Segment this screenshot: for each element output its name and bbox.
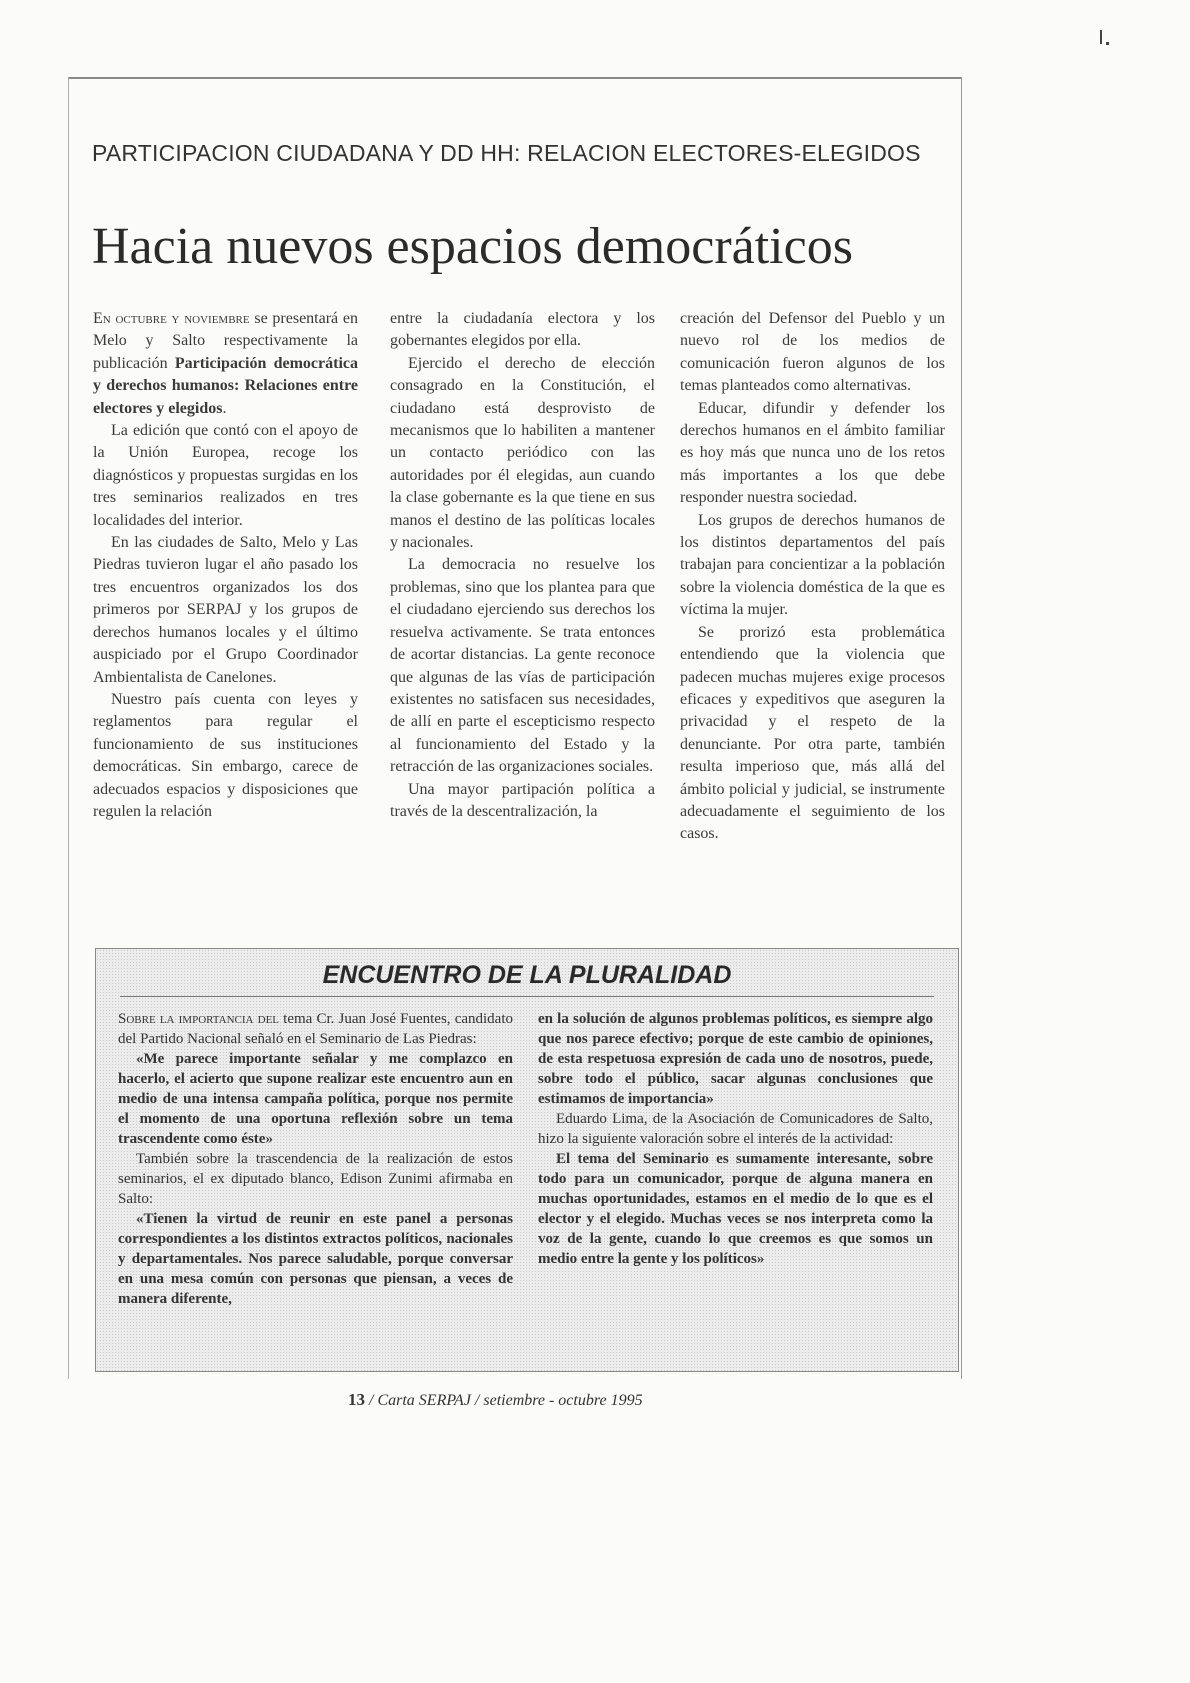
lead-in: Sobre la importancia del [118,1011,280,1027]
article-paragraph: Ejercido el derecho de elección consagrado en la Constitución, el ciudadano está desprovisto de mecanismos que lo habiliten a mantener un contacto periódico con las autoridades por él elegidas, aun cuando la clase gobernante es la que tiene en sus manos el destino de las políticas locales y nacionales. [390,354,655,552]
article-column-1 [93,308,358,823]
box-quote: El tema del Seminario es sumamente interesante, sobre todo para un comunicador, porque de alguna manera en muchas oportunidades, estamos en el medio de lo que es el elector y el elegido. Muchas veces se nos interpreta como la voz de la gente, cuando lo que creemos es que somos un medio entre la gente y los políticos» [538,1151,933,1267]
sidebar-box [95,948,959,1372]
article-paragraph: En octubre y noviembre se presentará en Melo y Salto respectivamente la publicación Participación democrática y derechos humanos: Relaciones entre electores y elegidos. [93,310,358,417]
box-quote: en la solución de algunos problemas políticos, es siempre algo que nos parece efectivo; porque de este cambio de opiniones, de esta respetuosa expresión de cada uno de nosotros, puede, sobre todo el público, sacar algunas conclusiones que estimamos de importancia» [538,1011,933,1107]
page-footer [348,1390,643,1410]
lead-in: En octubre y noviembre [93,310,250,327]
box-paragraph: Sobre la importancia del tema Cr. Juan José Fuentes, candidato del Partido Nacional señaló en el Seminario de Las Piedras: [118,1011,514,1047]
article-paragraph: Nuestro país cuenta con leyes y reglamentos para regular el funcionamiento de sus instituciones democráticas. Sin embargo, carece de adecuados espacios y disposiciones que regulen la relación [93,690,358,820]
publication-info: / Carta SERPAJ / setiembre - octubre 1995 [365,1392,643,1409]
article-column-3 [680,308,945,846]
article-paragraph: La edición que contó con el apoyo de la Unión Europea, recoge los diagnósticos y propuestas surgidas en los tres seminarios realizados en tres localidades del interior. [93,422,358,529]
scan-mark [1100,30,1102,44]
box-quote: «Tienen la virtud de reunir en este panel a personas correspondientes a los distintos extractos políticos, nacionales y departamentales. Nos parece saludable, porque conversar en una mesa común con personas que piensan, a veces de manera diferente, [118,1211,513,1307]
box-column-1 [118,1009,513,1309]
article-column-2 [390,308,655,823]
article-paragraph: Una mayor partipación política a través de la descentralización, la [390,780,655,820]
article-paragraph: Se prorizó esta problemática entendiendo que la violencia que padecen muchas mujeres exige procesos eficaces y expeditivos que aseguren la privacidad y el respeto de la denunciante. Por otra parte, también resulta imperioso que, más allá del ámbito policial y judicial, se instrumente adecuadamente el seguimiento de los casos. [680,623,945,843]
section-kicker: PARTICIPACION CIUDADANA Y DD HH: RELACION ELECTORES-ELEGIDOS [92,140,921,166]
scan-mark [1106,42,1109,45]
box-divider [120,996,934,997]
page-number: 13 [348,1390,365,1409]
box-paragraph: También sobre la trascendencia de la realización de estos seminarios, el ex diputado blanco, Edison Zunimi afirmaba en Salto: [118,1151,513,1207]
headline: Hacia nuevos espacios democráticos [92,218,853,275]
article-paragraph: Educar, difundir y defender los derechos humanos en el ámbito familiar es hoy más que nunca uno de los retos más importantes a los que debe responder nuestra sociedad. [680,399,945,507]
article-paragraph: La democracia no resuelve los problemas, sino que los plantea para que el ciudadano ejerciendo sus derechos los resuelva activamente. Se trata entonces de acortar distancias. La gente reconoce que algunas de las vías de participación existentes no satisfacen sus necesidades, de allí en parte el escepticismo respecto al funcionamiento del Estado y la retracción de las organizaciones sociales. [390,556,655,776]
article-paragraph: Los grupos de derechos humanos de los distintos departamentos del país trabajan para concientizar a la población sobre la violencia doméstica de la que es víctima la mujer. [680,511,945,619]
box-quote: «Me parece importante señalar y me complazco en hacerlo, el acierto que supone realizar este encuentro aun en medio de una intensa campaña política, porque nos permite el momento de una oportuna reflexión sobre un tema trascendente como éste» [118,1051,513,1147]
article-paragraph: creación del Defensor del Pueblo y un nuevo rol de los medios de comunicación fueron algunos de los temas planteados como alternativas. [680,310,945,395]
box-title: ENCUENTRO DE LA PLURALIDAD [322,961,732,989]
publication-title: Participación democrática y derechos humanos: Relaciones entre electores y elegidos [93,354,358,417]
box-column-2 [538,1009,933,1269]
article-paragraph: En las ciudades de Salto, Melo y Las Piedras tuvieron lugar el año pasado los tres encuentros organizados los dos primeros por SERPAJ y los grupos de derechos humanos locales y el último auspiciado por el Grupo Coordinador Ambientalista de Canelones. [93,534,358,686]
article-paragraph: entre la ciudadanía electora y los gobernantes elegidos por ella. [390,310,655,350]
box-paragraph: Eduardo Lima, de la Asociación de Comunicadores de Salto, hizo la siguiente valoración sobre el interés de la actividad: [538,1111,933,1147]
